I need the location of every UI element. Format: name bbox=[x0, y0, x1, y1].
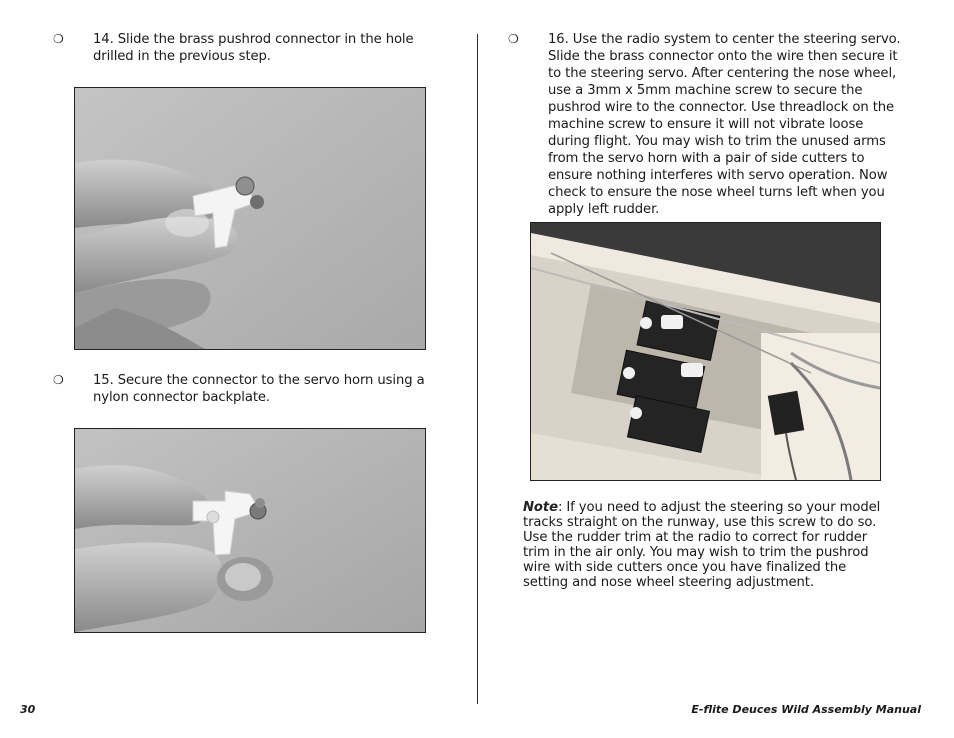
step-15-text: 15. Secure the connector to the servo horn using a nylon connector backplate. bbox=[93, 373, 425, 405]
note-label: Note bbox=[523, 500, 558, 515]
step-16-text: 16. Use the radio system to center the steering servo. Slide the brass connector onto the wire then secure it to the steering servo. After centering the nose wheel, use a 3mm x 5mm machine screw to secure the pushrod wire to the connector. Use threadlock on the machine screw to ensure it will not vibrate loose during flight. You may wish to trim the unused arms from the servo horn with a pair of side cutters to ensure nothing interferes with servo operation. Now check to ensure the nose wheel turns left when you apply left rudder. bbox=[548, 32, 901, 217]
manual-title: E-flite Deuces Wild Assembly Manual bbox=[691, 703, 921, 716]
column-divider bbox=[477, 34, 478, 704]
step-checkbox-icon[interactable]: ❍ bbox=[53, 32, 64, 46]
photo-step-16 bbox=[530, 222, 881, 481]
note-paragraph bbox=[523, 500, 893, 590]
note-text: : If you need to adjust the steering so your model tracks straight on the runway, use this screw to do so. Use the rudder trim at the radio to correct for rudder trim in the air only. You may wish to trim the pushrod wire with side cutters once you have finalized the setting and nose wheel steering adjustment. bbox=[523, 500, 881, 590]
page-number: 30 bbox=[20, 703, 36, 716]
photo-step-14 bbox=[74, 87, 426, 350]
step-checkbox-icon[interactable]: ❍ bbox=[508, 32, 519, 46]
photo-step-15 bbox=[74, 428, 426, 633]
step-14-text: 14. Slide the brass pushrod connector in the hole drilled in the previous step. bbox=[93, 32, 414, 64]
step-checkbox-icon[interactable]: ❍ bbox=[53, 373, 64, 387]
